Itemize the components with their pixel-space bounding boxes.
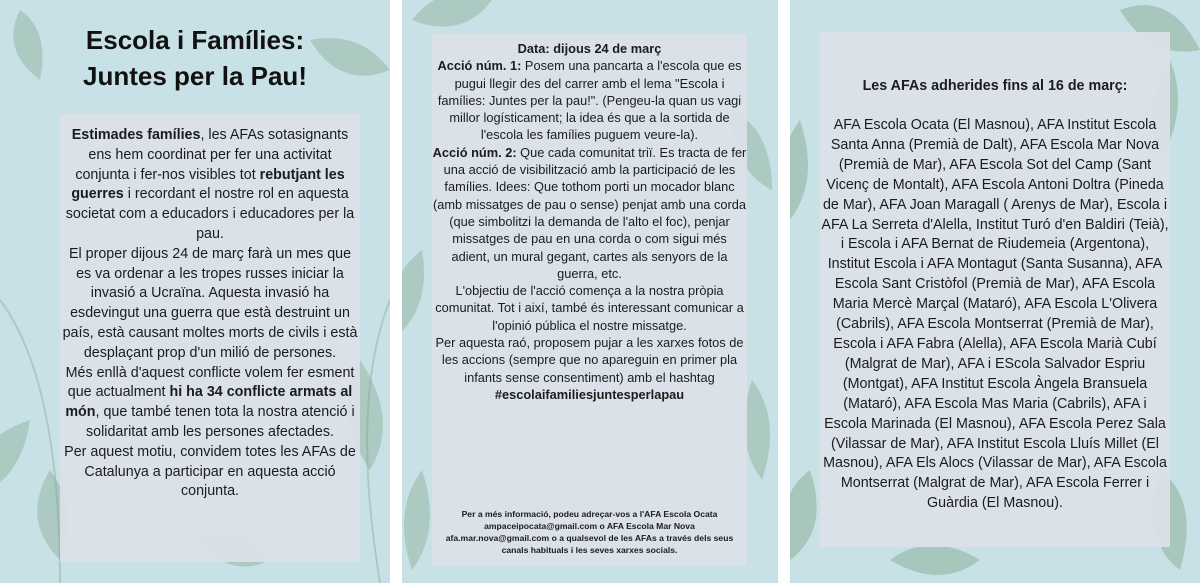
intro-text: Estimades famílies, les AFAs sotasignants ens hem coordinat per fer una activitat conjunta i fer-nos visibles tot rebutjant les guerres i recordant el nostre rol en aquesta societat com a educadors i educadores per la pau. El proper dijous 24 de març farà un mes que es va ordenar a les tropes russes iniciar la invasió a Ucraïna. Aquesta invasió ha esdevingut una guerra que està destruint un país, està causant moltes morts de civils i està desplaçant prop d'un milió de persones. Més enllà d'aquest conflicte volem fer esment que actualment hi ha 34 conflicte armats al món, que també tenen tota la nostra atenció i solidaritat amb les persones afectades. Per aquest motiu, convidem totes les AFAs de Catalunya a participar en aquesta acció conjunta. (62, 127, 358, 500)
adherents-list: AFA Escola Ocata (El Masnou), AFA Institut Escola Santa Anna (Premià de Dalt), AFA Escola Mar Nova (Premià de Mar), AFA Escola Sot del Camp (Sant Vicenç de Montalt), AFA Escola Antoni Doltra (Pineda de Mar), AFA Joan Maragall ( Arenys de Mar), Escola i AFA La Serreta d'Alella, Institut Turó d'en Baldiri (Teià), i Escola i AFA Bernat de Riudemeia (Argentona), Institut Escola i AFA Montagut (Santa Susanna), AFA Escola Sant Cristòfol (Premià de Mar), AFA Escola Maria Mercè Marçal (Mataró), AFA Escola L'Olivera (Cabrils), AFA Escola Montserrat (Premià de Mar), Escola i AFA Fabra (Alella), AFA Escola Marià Cubí (Malgrat de Mar), AFA i EScola Salvador Espriu (Montgat), AFA Institut Escola Àngela Bransuela (Mataró), AFA Escola Mas Maria (Cabrils), AFA i Escola Marinada (El Masnou), AFA Escola Perez Sala (Vilassar de Mar), AFA Institut Escola Lluís Millet (El Masnou), AFA Els Alocs (Vilassar de Mar), AFA Escola Montserrat (Malgrat de Mar), AFA Escola Ferrer i Guàrdia (El Masnou). (821, 117, 1169, 512)
page-title: Escola i Famílies: Juntes per la Pau! (83, 25, 307, 91)
actions-text: Data: dijous 24 de març Acció núm. 1: Posem una pancarta a l'escola que es pugui llegir des del carrer amb el lema "Escola i famílies: Juntes per la pau!". (Pengeu-la quan us vagi millor logísticament; la idea és que a la sortida de l'escola les famílies puguem veure-la). Acció núm. 2: Que cada comunitat triï. Es tracta de fer una acció de visibilització amb la participació de les famílies. Idees: Que tothom porti un mocador blanc (amb missatges de pau o sense) penjat amb una corda (que simbolitzi la demanda de l'alto el foc), penjar missatges de pau en una corda o com sigui més adient, un mural gegant, cartes als senyors de la guerra, etc. L'objectiu de l'acció comença a la nostra pròpia comunitat. Tot i així, també és interessant comunicar a l'opinió pública el nostre missatge. Per aquesta raó, proposem pujar a les xarxes fotos de les accions (sempre que no apareguin en primer pla infants sense consentiment) amb el hashtag #escolaifamiliesjuntesperlapau (432, 41, 747, 402)
panel-intro (0, 0, 390, 583)
panel-actions (402, 0, 778, 583)
contact-footer: Per a més informació, podeu adreçar-vos a l'AFA Escola Ocata ampaceipocata@gmail.com o AFA Escola Mar Nova afa.mar.nova@gmail.com o a qualsevol de les AFAs a través dels seus canals habituals i les seves xarxes socials. (445, 509, 734, 555)
adherents-heading: Les AFAs adherides fins al 16 de març: (862, 78, 1128, 94)
panel-adherents (790, 0, 1200, 583)
